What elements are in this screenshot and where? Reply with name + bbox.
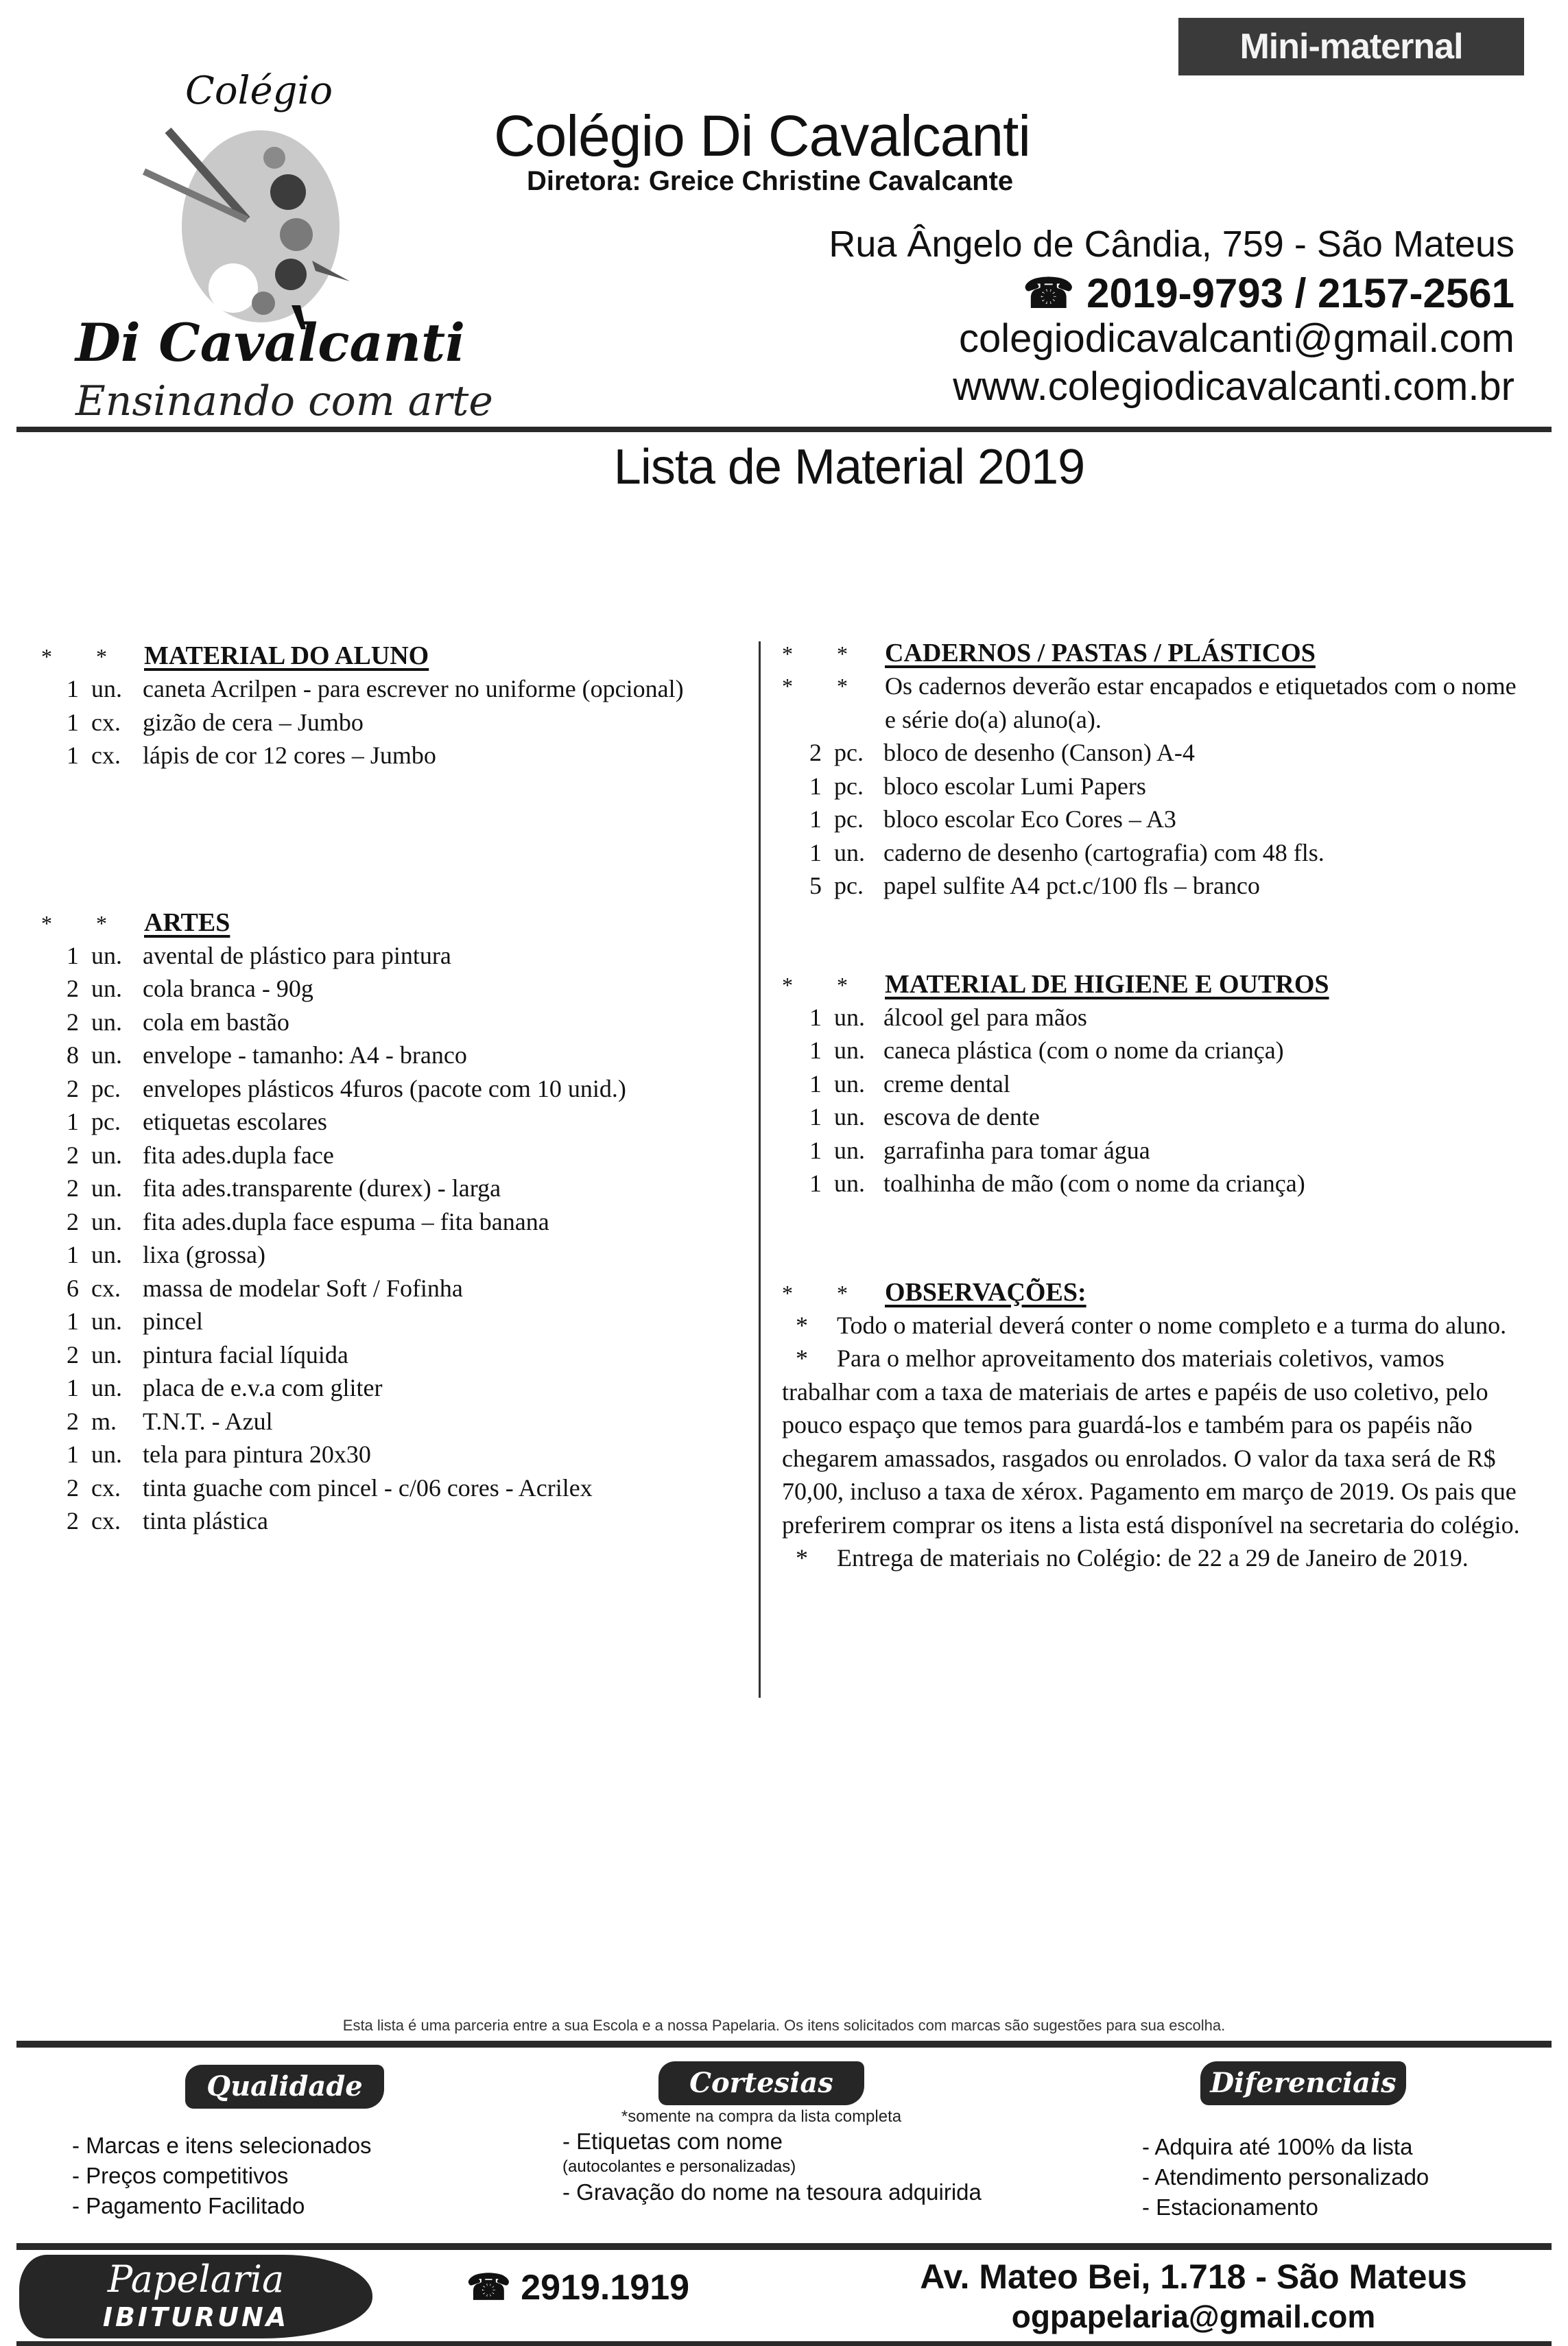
item-unit: un. [91, 1041, 122, 1069]
item-unit: pc. [834, 772, 864, 800]
item-quantity: 2 [67, 1008, 79, 1036]
store-address: Av. Mateo Bei, 1.718 - São Mateus [920, 2258, 1467, 2296]
page-title [0, 439, 1568, 495]
item-description: cola em bastão [143, 1008, 289, 1036]
item-description: creme dental [883, 1069, 1010, 1098]
feature-item: - Gravação do nome na tesoura adquirida [562, 2179, 982, 2205]
section-title: OBSERVAÇÕES: [885, 1277, 1086, 1307]
item-quantity: 2 [67, 1507, 79, 1535]
bullet-star: * [796, 1344, 808, 1372]
item-quantity: 1 [809, 838, 822, 866]
list-item [41, 672, 748, 706]
item-quantity: 1 [67, 708, 79, 736]
item-unit: un. [834, 1136, 865, 1164]
item-unit: cx. [91, 1473, 121, 1502]
item-unit: un. [91, 1441, 122, 1468]
item-quantity: 1 [67, 1108, 79, 1135]
list-item [782, 1067, 1523, 1101]
store-phone [466, 2267, 689, 2308]
header-divider [16, 427, 1552, 432]
section-artes [41, 906, 748, 1538]
qualidade-list [72, 2131, 372, 2221]
school-address: Rua Ângelo de Cândia, 759 - São Mateus [829, 224, 1514, 265]
list-item [41, 1504, 748, 1538]
feature-item: - Preços competitivos [72, 2163, 289, 2188]
bullet-star: * [837, 674, 848, 698]
store-divider-top [16, 2243, 1552, 2250]
feature-item: - Estacionamento [1142, 2194, 1318, 2220]
list-item [41, 1272, 748, 1305]
item-quantity: 1 [67, 1374, 79, 1401]
item-description: papel sulfite A4 pct.c/100 fls – branco [883, 872, 1260, 899]
section-observacoes [782, 1276, 1523, 1575]
item-unit: un. [91, 975, 122, 1002]
item-quantity: 1 [809, 1136, 822, 1164]
section-title: MATERIAL DO ALUNO [144, 641, 429, 670]
item-description: bloco escolar Eco Cores – A3 [883, 805, 1176, 833]
item-description: placa de e.v.a com gliter [143, 1374, 383, 1401]
item-unit: un. [91, 1207, 122, 1235]
list-item [41, 1371, 748, 1405]
item-description: tinta plástica [143, 1507, 268, 1535]
item-quantity: 1 [67, 941, 79, 969]
item-list [41, 939, 748, 1538]
list-item [41, 1471, 748, 1505]
item-quantity: 5 [809, 872, 822, 899]
list-item [782, 1034, 1523, 1067]
item-unit: un. [834, 1003, 865, 1031]
item-unit: un. [834, 838, 865, 866]
observation-paragraph [782, 1309, 1523, 1342]
observation-text: Para o melhor aproveitamento dos materiais coletivos, vamos trabalhar com a taxa de materiais de artes e papéis de uso coletivo, pelo pouco espaço que temos para guardá-los e também para os papéis não chegarem amassados, rasgados ou enrolados. O valor da taxa será de R$ 70,00, incluso a taxa de xérox. Pagamento em março de 2019. Os pais que preferirem comprar os itens a lista está disponível na secretaria do colégio. [782, 1344, 1520, 1539]
logo-top-text: Colégio [185, 69, 333, 113]
item-quantity: 1 [809, 1170, 822, 1197]
section-cadernos [782, 637, 1523, 903]
list-item [41, 1039, 748, 1072]
item-unit: un. [834, 1103, 865, 1130]
school-logo [55, 41, 493, 425]
school-phones [1023, 270, 1514, 318]
footer-divider [16, 2041, 1552, 2048]
observation-paragraph [782, 1342, 1523, 1541]
item-quantity: 1 [67, 1241, 79, 1268]
item-unit: un. [91, 1174, 122, 1202]
cortesias-banner: Cortesias [658, 2061, 864, 2105]
bullet-star: * [837, 641, 848, 666]
item-quantity: 1 [67, 1441, 79, 1468]
qualidade-banner: Qualidade [185, 2065, 384, 2109]
item-quantity: 2 [67, 1473, 79, 1502]
item-description: T.N.T. - Azul [143, 1407, 273, 1435]
list-item [782, 1001, 1523, 1034]
bullet-star: * [96, 910, 107, 936]
item-description: etiquetas escolares [143, 1108, 327, 1135]
item-quantity: 1 [67, 742, 79, 769]
item-quantity: 2 [67, 1074, 79, 1102]
item-description: bloco de desenho (Canson) A-4 [883, 739, 1195, 766]
section-title: MATERIAL DE HIGIENE E OUTROS [885, 969, 1329, 999]
item-quantity: 2 [67, 1174, 79, 1202]
list-item [782, 803, 1523, 836]
item-description: álcool gel para mãos [883, 1003, 1087, 1031]
list-item [782, 1100, 1523, 1134]
feature-item: - Marcas e itens selecionados [72, 2133, 372, 2158]
item-unit: un. [834, 1069, 865, 1098]
bullet-star: * [796, 1311, 808, 1339]
bullet-star: * [41, 910, 52, 936]
item-description: fita ades.dupla face [143, 1141, 334, 1169]
item-description: bloco escolar Lumi Papers [883, 772, 1146, 800]
paint-palette-icon [117, 123, 405, 329]
item-unit: pc. [91, 1074, 121, 1102]
list-item [41, 1405, 748, 1438]
list-item [41, 1338, 748, 1372]
item-quantity: 6 [67, 1274, 79, 1302]
item-description: gizão de cera – Jumbo [143, 708, 364, 736]
item-description: pincel [143, 1307, 203, 1335]
item-unit: un. [91, 1307, 122, 1335]
page-title-text: Lista de Material 2019 [613, 440, 1085, 495]
item-quantity: 1 [809, 1103, 822, 1130]
list-item [41, 1238, 748, 1272]
school-name: Colégio Di Cavalcanti [494, 104, 1031, 168]
item-unit: cx. [91, 1507, 121, 1535]
diferenciais-banner: Diferenciais [1200, 2061, 1406, 2105]
item-unit: pc. [834, 739, 864, 766]
observation-text: Todo o material deverá conter o nome completo e a turma do aluno. [837, 1311, 1507, 1339]
item-unit: m. [91, 1407, 117, 1435]
store-name-line1: Papelaria [107, 2258, 285, 2301]
observation-text: Entrega de materiais no Colégio: de 22 a 29 de Janeiro de 2019. [837, 1544, 1469, 1572]
item-unit: pc. [834, 872, 864, 899]
feature-item: - Adquira até 100% da lista [1142, 2134, 1413, 2159]
section-note: Os cadernos deverão estar encapados e etiquetados com o nome e série do(a) aluno(a). [885, 672, 1517, 733]
item-unit: un. [91, 1241, 122, 1268]
telephone-icon: ☎ [1023, 270, 1075, 316]
feature-item: - Etiquetas com nome [562, 2129, 783, 2154]
item-description: lápis de cor 12 cores – Jumbo [143, 742, 436, 769]
section-higiene [782, 968, 1523, 1200]
list-item [41, 706, 748, 739]
item-unit: un. [91, 1340, 122, 1368]
item-unit: pc. [91, 1108, 121, 1135]
list-item [41, 1305, 748, 1338]
feature-item: - Atendimento personalizado [1142, 2164, 1429, 2190]
list-item [41, 1205, 748, 1239]
item-unit: cx. [91, 708, 121, 736]
list-item [41, 1006, 748, 1039]
bullet-star: * [96, 644, 107, 669]
list-item [41, 1072, 748, 1106]
item-description: fita ades.transparente (durex) - larga [143, 1174, 501, 1202]
bullet-star: * [782, 641, 793, 666]
item-description: caneca plástica (com o nome da criança) [883, 1036, 1284, 1064]
item-description: fita ades.dupla face espuma – fita banana [143, 1207, 549, 1235]
item-unit: cx. [91, 1274, 121, 1302]
list-item [41, 1172, 748, 1205]
phone-numbers: 2019-9793 / 2157-2561 [1086, 270, 1514, 316]
item-unit: un. [91, 1141, 122, 1169]
item-unit: un. [91, 675, 122, 702]
store-phone-number: 2919.1919 [521, 2268, 690, 2308]
item-description: tinta guache com pincel - c/06 cores - Acrilex [143, 1473, 593, 1502]
feature-subnote: (autocolantes e personalizadas) [562, 2157, 796, 2176]
item-description: cola branca - 90g [143, 975, 313, 1002]
item-list [782, 736, 1523, 903]
item-description: massa de modelar Soft / Fofinha [143, 1274, 463, 1302]
bullet-star: * [837, 972, 848, 997]
partner-note: Esta lista é uma parceria entre a sua Escola e a nossa Papelaria. Os itens solicitados com marcas são sugestões para sua escolha. [342, 2017, 1226, 2034]
school-email[interactable]: colegiodicavalcanti@gmail.com [958, 316, 1514, 361]
item-quantity: 1 [809, 805, 822, 833]
item-unit: un. [91, 1374, 122, 1401]
item-description: envelope - tamanho: A4 - branco [143, 1041, 467, 1069]
list-item [41, 1105, 748, 1139]
item-description: garrafinha para tomar água [883, 1136, 1150, 1164]
item-quantity: 1 [809, 1003, 822, 1031]
item-quantity: 1 [809, 772, 822, 800]
grade-badge: Mini-maternal [1178, 18, 1524, 75]
bullet-star: * [782, 972, 793, 997]
section-title: ARTES [144, 908, 230, 937]
item-quantity: 2 [67, 1340, 79, 1368]
item-description: envelopes plásticos 4furos (pacote com 10 unid.) [143, 1074, 626, 1102]
director: Diretora: Greice Christine Cavalcante [527, 166, 1014, 196]
item-quantity: 2 [67, 975, 79, 1002]
observation-paragraph [782, 1541, 1523, 1575]
item-unit: cx. [91, 742, 121, 769]
telephone-icon: ☎ [466, 2268, 511, 2308]
store-email[interactable]: ogpapelaria@gmail.com [1011, 2299, 1376, 2334]
bullet-star: * [782, 674, 793, 698]
left-column [41, 639, 748, 1538]
bullet-star: * [41, 644, 52, 669]
item-description: escova de dente [883, 1103, 1040, 1130]
item-quantity: 2 [67, 1407, 79, 1435]
list-item [41, 939, 748, 973]
item-unit: un. [834, 1170, 865, 1197]
list-item [782, 869, 1523, 903]
diferenciais-list [1142, 2132, 1429, 2223]
item-description: caderno de desenho (cartografia) com 48 fls. [883, 838, 1325, 866]
item-list [41, 672, 748, 772]
store-logo [19, 2255, 372, 2338]
list-item [41, 1438, 748, 1471]
item-description: tela para pintura 20x30 [143, 1441, 371, 1468]
item-quantity: 1 [809, 1069, 822, 1098]
item-unit: un. [834, 1036, 865, 1064]
school-website[interactable]: www.colegiodicavalcanti.com.br [953, 364, 1514, 409]
list-item [782, 1134, 1523, 1168]
cortesias-note: *somente na compra da lista completa [621, 2107, 902, 2126]
section-title: CADERNOS / PASTAS / PLÁSTICOS [885, 639, 1316, 667]
list-item [782, 836, 1523, 870]
store-name-line2: IBITURUNA [102, 2302, 289, 2332]
feature-item: - Pagamento Facilitado [72, 2193, 305, 2218]
item-description: toalhinha de mão (com o nome da criança) [883, 1170, 1305, 1197]
store-divider-bottom [16, 2341, 1552, 2346]
item-unit: un. [91, 1008, 122, 1036]
observations-list [782, 1309, 1523, 1575]
item-description: caneta Acrilpen - para escrever no uniforme (opcional) [143, 675, 684, 702]
list-item [41, 972, 748, 1006]
column-divider [759, 641, 761, 1698]
bullet-star: * [782, 1280, 793, 1305]
list-item [782, 736, 1523, 770]
bullet-star: * [796, 1544, 808, 1572]
section-material-aluno [41, 639, 748, 772]
logo-name: Di Cavalcanti [75, 312, 465, 373]
item-description: avental de plástico para pintura [143, 941, 451, 969]
list-item [41, 739, 748, 772]
logo-tagline: Ensinando com arte [75, 377, 493, 425]
item-unit: pc. [834, 805, 864, 833]
list-item [782, 770, 1523, 803]
list-item [41, 1139, 748, 1172]
item-quantity: 2 [67, 1207, 79, 1235]
item-quantity: 1 [67, 1307, 79, 1335]
item-description: lixa (grossa) [143, 1241, 265, 1268]
bullet-star: * [837, 1280, 848, 1305]
item-quantity: 2 [809, 739, 822, 766]
item-description: pintura facial líquida [143, 1340, 348, 1368]
item-quantity: 1 [67, 675, 79, 702]
item-list [782, 1001, 1523, 1200]
cortesias-list [562, 2126, 982, 2207]
item-quantity: 1 [809, 1036, 822, 1064]
list-item [782, 1167, 1523, 1200]
item-quantity: 2 [67, 1141, 79, 1169]
item-quantity: 8 [67, 1041, 79, 1069]
right-column [782, 637, 1523, 1575]
item-unit: un. [91, 941, 122, 969]
